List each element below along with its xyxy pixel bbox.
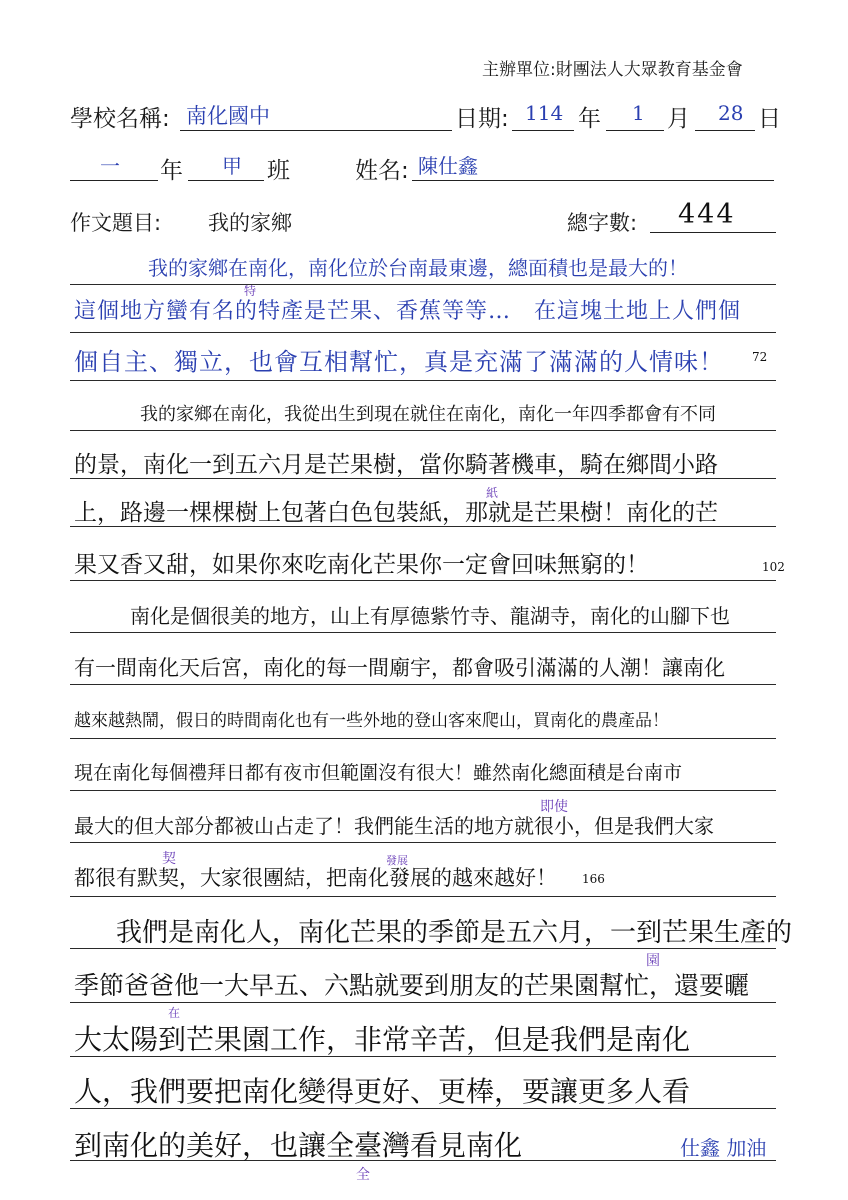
wordcount-label: 總字數: <box>567 211 638 235</box>
margin-count: 166 <box>582 872 605 886</box>
class-unit: 班 <box>267 158 290 184</box>
essay-line: 有一間南化天后宮，南化的每一間廟宇，都會吸引滿滿的人潮！讓南化 <box>74 656 725 680</box>
ruled-line <box>70 896 776 897</box>
essay-line: 人，我們要把南化變得更好、更棒，要讓更多人看 <box>74 1075 691 1108</box>
topic-label: 作文題目: <box>70 211 162 235</box>
day-unit: 日 <box>758 106 781 132</box>
year-unit: 年 <box>578 106 601 132</box>
wordcount-underline <box>650 232 776 233</box>
margin-count: 102 <box>762 560 785 574</box>
student-name: 陳仕鑫 <box>418 154 478 178</box>
correction-mark: 紙 <box>486 486 499 500</box>
topic-value: 我的家鄉 <box>208 211 292 235</box>
ruled-line <box>70 1002 776 1003</box>
ruled-line <box>70 684 776 685</box>
correction-mark: 發展 <box>386 854 408 867</box>
correction-mark: 園 <box>646 953 660 969</box>
correction-mark: 特 <box>244 284 257 298</box>
date-day-underline <box>695 130 755 131</box>
essay-line: 現在南化每個禮拜日都有夜市但範圍沒有很大！雖然南化總面積是台南市 <box>74 762 683 784</box>
date-year: 114 <box>525 101 564 125</box>
date-label: 日期: <box>455 106 509 132</box>
wordcount-value: 444 <box>678 199 736 230</box>
ruled-line <box>70 380 776 381</box>
school-underline <box>180 130 452 131</box>
essay-line: 我的家鄉在南化，南化位於台南最東邊，總面積也是最大的！ <box>148 256 688 280</box>
essay-line: 果又香又甜，如果你來吃南化芒果你一定會回味無窮的！ <box>74 552 649 578</box>
ruled-line <box>70 284 776 285</box>
month-unit: 月 <box>667 106 690 132</box>
name-label: 姓名: <box>355 158 409 184</box>
ruled-line <box>70 738 776 739</box>
school-label: 學校名稱: <box>70 106 170 132</box>
grade-underline <box>70 180 158 181</box>
essay-line: 我的家鄉在南化，我從出生到現在就住在南化，南化一年四季都會有不同 <box>140 404 716 425</box>
ruled-line <box>70 842 776 843</box>
ruled-line <box>70 790 776 791</box>
name-underline <box>412 180 774 181</box>
essay-line: 南化是個很美的地方，山上有厚德紫竹寺、龍湖寺，南化的山腳下也 <box>130 604 730 628</box>
essay-line: 季節爸爸他一大早五、六點就要到朋友的芒果園幫忙，還要曬 <box>74 971 750 1000</box>
essay-line: 個自主、獨立，也會互相幫忙，真是充滿了滿滿的人情味！ <box>74 348 724 376</box>
correction-mark: 契 <box>162 851 176 867</box>
ruled-line <box>70 580 776 581</box>
ruled-line <box>70 332 776 333</box>
correction-mark: 全 <box>356 1167 370 1183</box>
correction-mark: 在 <box>168 1006 181 1020</box>
grade-value: 一 <box>100 154 120 178</box>
date-month-underline <box>606 130 664 131</box>
essay-line: 都很有默契，大家很團結，把南化發展的越來越好！ <box>74 866 557 890</box>
correction-mark: 即使 <box>540 799 568 815</box>
ruled-line <box>70 430 776 431</box>
date-month: 1 <box>632 101 645 125</box>
essay-line: 最大的但大部分都被山占走了！我們能生活的地方就很小，但是我們大家 <box>74 814 714 838</box>
essay-line: 我們是南化人，南化芒果的季節是五六月，一到芒果生產的 <box>116 918 793 948</box>
essay-line: 大太陽到芒果園工作，非常辛苦，但是我們是南化 <box>74 1023 691 1056</box>
grade-unit: 年 <box>160 158 183 184</box>
essay-line: 的景，南化一到五六月是芒果樹，當你騎著機車，騎在鄉間小路 <box>74 452 718 478</box>
date-day: 28 <box>718 101 744 125</box>
essay-line: 這個地方蠻有名的特產是芒果、香蕉等等… 在這塊土地上人們個 <box>74 299 742 324</box>
school-name: 南化國中 <box>186 104 270 128</box>
class-underline <box>188 180 264 181</box>
margin-count: 72 <box>752 350 768 364</box>
organizer-text: 主辦單位:財團法人大眾教育基金會 <box>482 60 743 80</box>
essay-line: 越來越熱鬧，假日的時間南化也有一些外地的登山客來爬山，買南化的農產品！ <box>74 711 669 731</box>
essay-line: 上，路邊一棵棵樹上包著白色包裝紙，那就是芒果樹！南化的芒 <box>74 500 718 526</box>
teacher-note: 仕鑫 加油 <box>680 1136 767 1160</box>
class-value: 甲 <box>222 154 242 178</box>
essay-line: 到南化的美好，也讓全臺灣看見南化 <box>74 1129 523 1162</box>
ruled-line <box>70 632 776 633</box>
date-year-underline <box>512 130 574 131</box>
